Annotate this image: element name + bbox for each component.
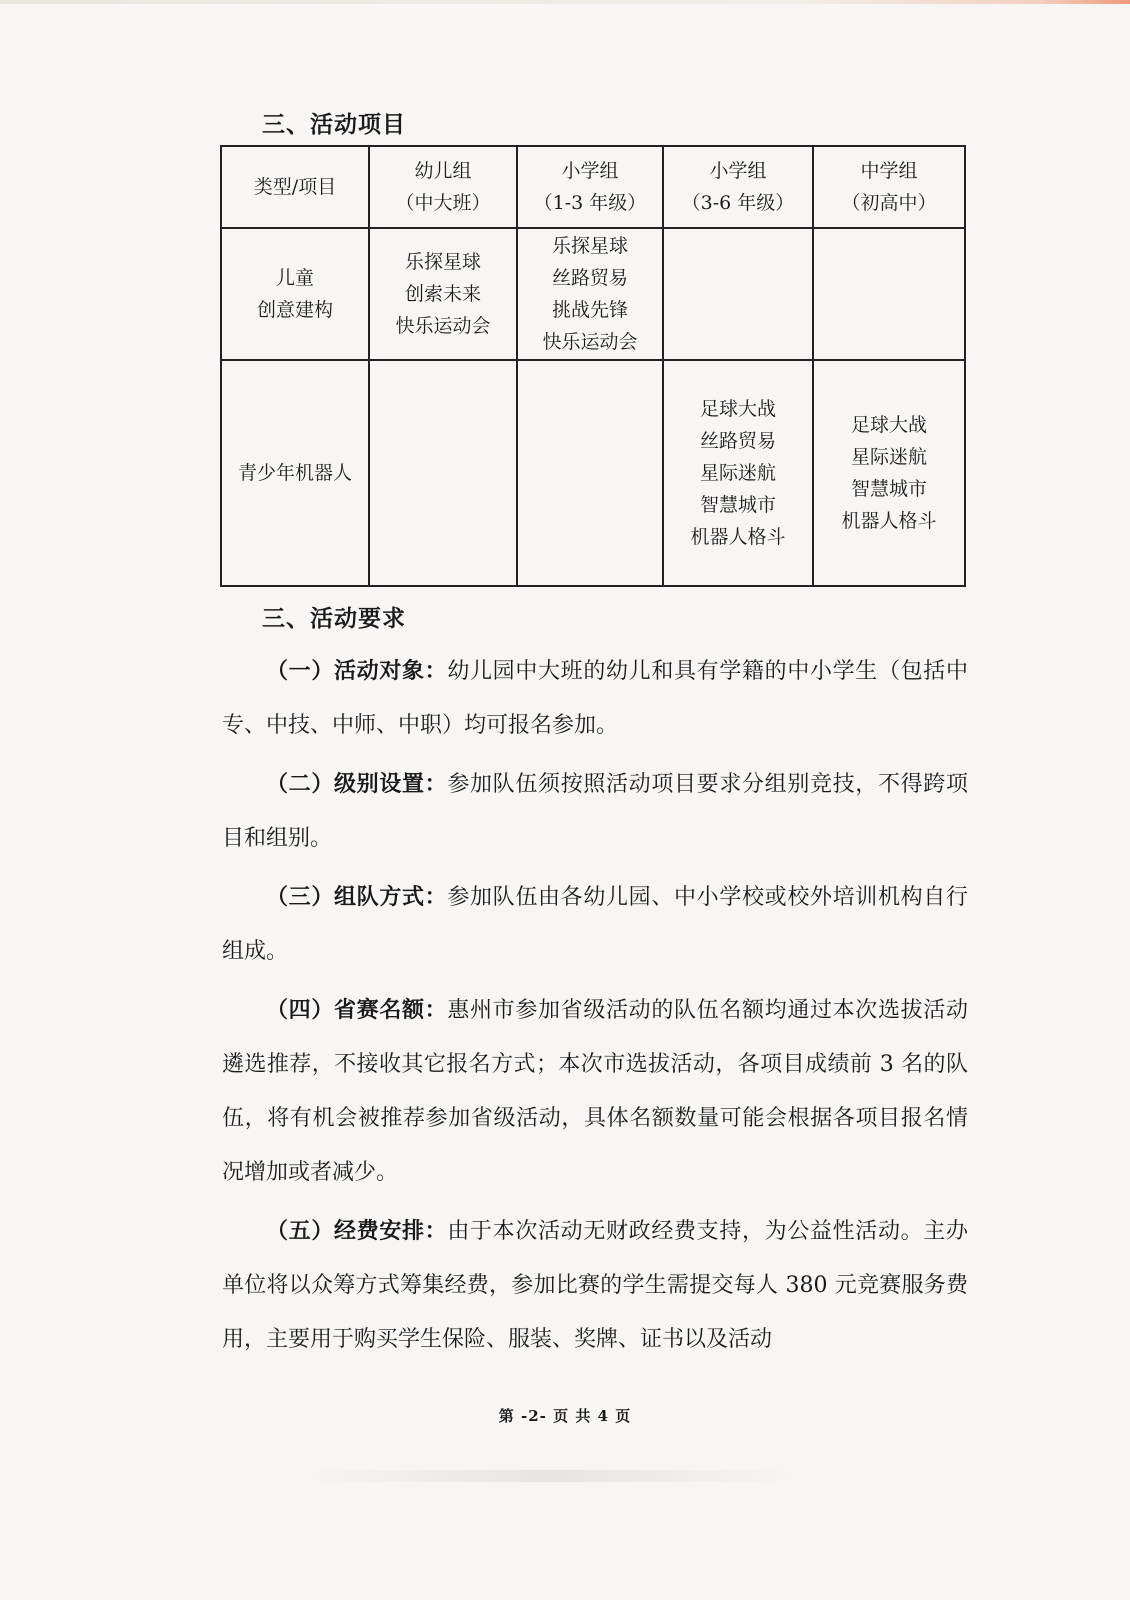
cell-text-line: 创意建构	[256, 299, 333, 321]
cell-text-line: 足球大战	[699, 398, 776, 420]
header-type-cell	[221, 146, 369, 228]
cell-text-line: 乐探星球	[404, 251, 481, 273]
table-row-youth-robotics	[221, 360, 965, 586]
paragraph-team-formation	[222, 870, 968, 979]
cell-text-line: （中大班）	[395, 192, 491, 214]
requirements-body	[222, 644, 968, 1371]
paragraph-text: 参加队伍由各幼儿园、中小学校或校外培训机构自行组成。	[222, 885, 968, 964]
cell-text-line: 创索未来	[404, 283, 481, 305]
row-label-youth-robotics	[221, 360, 369, 586]
paragraph-provincial-quota	[222, 983, 968, 1200]
paragraph-funding	[222, 1204, 968, 1367]
cell-text-line: 幼儿组	[414, 160, 472, 182]
paragraph-heading: （二）级别设置：	[266, 771, 448, 797]
cell-text-line: 小学组	[709, 160, 767, 182]
section-title-activity-items: 三、活动项目	[262, 111, 406, 138]
header-primary-3-6-cell	[663, 146, 813, 228]
cell-text-line: （初高中）	[841, 192, 937, 214]
cell-text-line: 快乐运动会	[395, 315, 491, 337]
row-label-creative-construction	[221, 228, 369, 360]
page-number-footer: 第 -2- 页 共 4 页	[498, 1407, 632, 1425]
cell-text-line: （3-6 年级）	[681, 192, 795, 214]
cell-text-line: 乐探星球	[551, 235, 628, 257]
cell-robotics-kindergarten	[369, 360, 517, 586]
paragraph-text: 惠州市参加省级活动的队伍名额均通过本次选拔活动遴选推荐，不接收其它报名方式；本次市选拔活动，各项目成绩前 3 名的队伍，将有机会被推荐参加省级活动，具体名额数量可能会根据各项目报名情况增加或者减少。	[222, 998, 968, 1185]
paragraph-participants	[222, 644, 968, 753]
paragraph-heading: （四）省赛名额：	[266, 997, 448, 1023]
table-row-creative-construction	[221, 228, 965, 360]
header-middle-school-cell	[813, 146, 965, 228]
cell-text-line: 丝路贸易	[551, 267, 628, 289]
cell-robotics-primary-1-3	[517, 360, 663, 586]
activity-items-table	[220, 145, 966, 587]
paragraph-heading: （三）组队方式：	[266, 884, 448, 910]
cell-text-line: 快乐运动会	[542, 331, 638, 353]
paragraph-text: 参加队伍须按照活动项目要求分组别竞技，不得跨项目和组别。	[222, 772, 968, 851]
cell-text-line: 机器人格斗	[841, 510, 937, 532]
cell-text-line: 儿童	[275, 267, 314, 289]
cell-creative-kindergarten	[369, 228, 517, 360]
cell-text-line: 星际迷航	[699, 462, 776, 484]
cell-robotics-primary-3-6	[663, 360, 813, 586]
cell-creative-middle-school	[813, 228, 965, 360]
paragraph-heading: （五）经费安排：	[266, 1218, 448, 1244]
cell-text-line: 青少年机器人	[237, 462, 352, 484]
paragraph-text: 由于本次活动无财政经费支持，为公益性活动。主办单位将以众筹方式筹集经费，参加比赛的学生需提交每人 380 元竞赛服务费用，主要用于购买学生保险、服装、奖牌、证书以及活动	[222, 1219, 968, 1352]
cell-text-line: 智慧城市	[850, 478, 927, 500]
cell-text-line: 小学组	[561, 160, 619, 182]
cell-text-line: 星际迷航	[850, 446, 927, 468]
cell-text-line: 中学组	[860, 160, 918, 182]
cell-text-line: 挑战先锋	[551, 299, 628, 321]
cell-text-line: 机器人格斗	[690, 526, 786, 548]
header-kindergarten-cell	[369, 146, 517, 228]
cell-text-line: 足球大战	[850, 414, 927, 436]
cell-text-line: 智慧城市	[699, 494, 776, 516]
header-type-label: 类型/项目	[253, 176, 337, 198]
scan-artifact	[300, 1470, 800, 1482]
section-title-activity-requirements: 三、活动要求	[262, 605, 406, 632]
cell-text-line: （1-3 年级）	[533, 192, 647, 214]
paragraph-heading: （一）活动对象：	[266, 658, 448, 684]
cell-creative-primary-1-3	[517, 228, 663, 360]
header-primary-1-3-cell	[517, 146, 663, 228]
paragraph-text: 幼儿园中大班的幼儿和具有学籍的中小学生（包括中专、中技、中师、中职）均可报名参加。	[222, 659, 968, 738]
table-header-row	[221, 146, 965, 228]
paragraph-level-settings	[222, 757, 968, 866]
cell-text-line: 丝路贸易	[699, 430, 776, 452]
cell-creative-primary-3-6	[663, 228, 813, 360]
cell-robotics-middle-school	[813, 360, 965, 586]
